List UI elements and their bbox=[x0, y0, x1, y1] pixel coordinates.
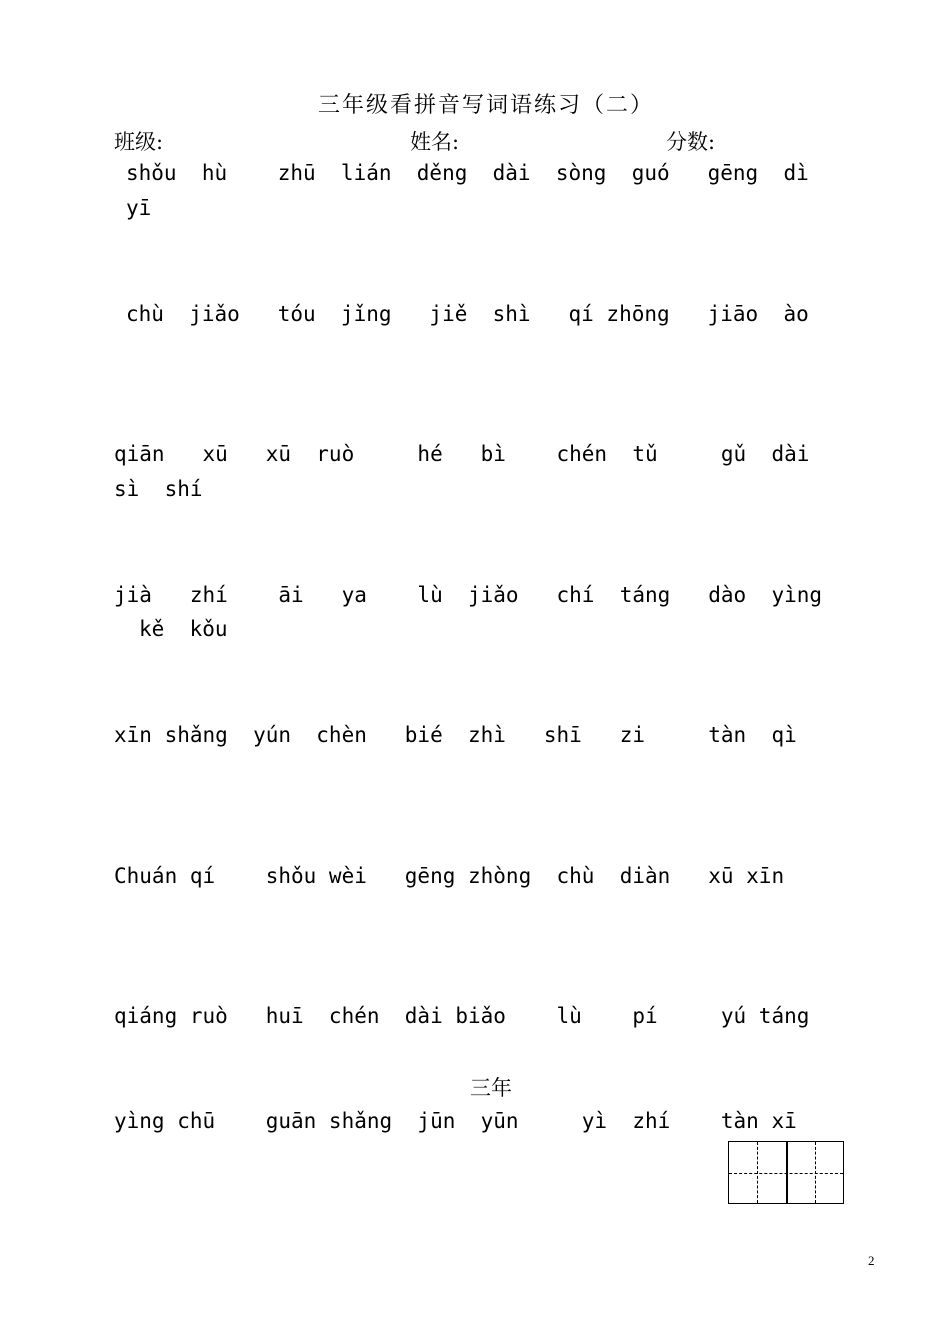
section-subheading: 三年 bbox=[470, 1076, 512, 1100]
class-label: 班级: bbox=[114, 130, 164, 154]
writing-grid-box bbox=[728, 1141, 844, 1204]
score-label: 分数: bbox=[666, 130, 716, 154]
pinyin-row-7: qiáng ruò huī chén dài biǎo lù pí yú táng bbox=[114, 1004, 810, 1028]
pinyin-row-8: yìng chū guān shǎng jūn yūn yì zhí tàn xī bbox=[114, 1109, 797, 1133]
pinyin-row-5: xīn shǎng yún chèn bié zhì shī zi tàn qì bbox=[114, 723, 797, 747]
pinyin-row-3-wrap: sì shí bbox=[114, 477, 203, 501]
page-title: 三年级看拼音写词语练习（二） bbox=[318, 93, 655, 118]
pinyin-row-1-wrap: yī bbox=[126, 196, 152, 220]
pinyin-row-4-wrap: kě kǒu bbox=[139, 617, 228, 641]
pinyin-row-2: chù jiǎo tóu jǐng jiě shì qí zhōng jiāo ào bbox=[126, 302, 809, 326]
pinyin-row-3: qiān xū xū ruò hé bì chén tǔ gǔ dài bbox=[114, 442, 810, 466]
pinyin-row-6: Chuán qí shǒu wèi gēng zhòng chù diàn xū xīn bbox=[114, 864, 785, 888]
name-label: 姓名: bbox=[410, 130, 460, 154]
pinyin-row-1: shǒu hù zhū lián děng dài sòng guó gēng dì bbox=[126, 161, 809, 185]
page-number: 2 bbox=[868, 1253, 875, 1268]
pinyin-row-4: jià zhí āi ya lù jiǎo chí táng dào yìng bbox=[114, 583, 823, 607]
grid-dashed-horizontal bbox=[729, 1173, 843, 1174]
